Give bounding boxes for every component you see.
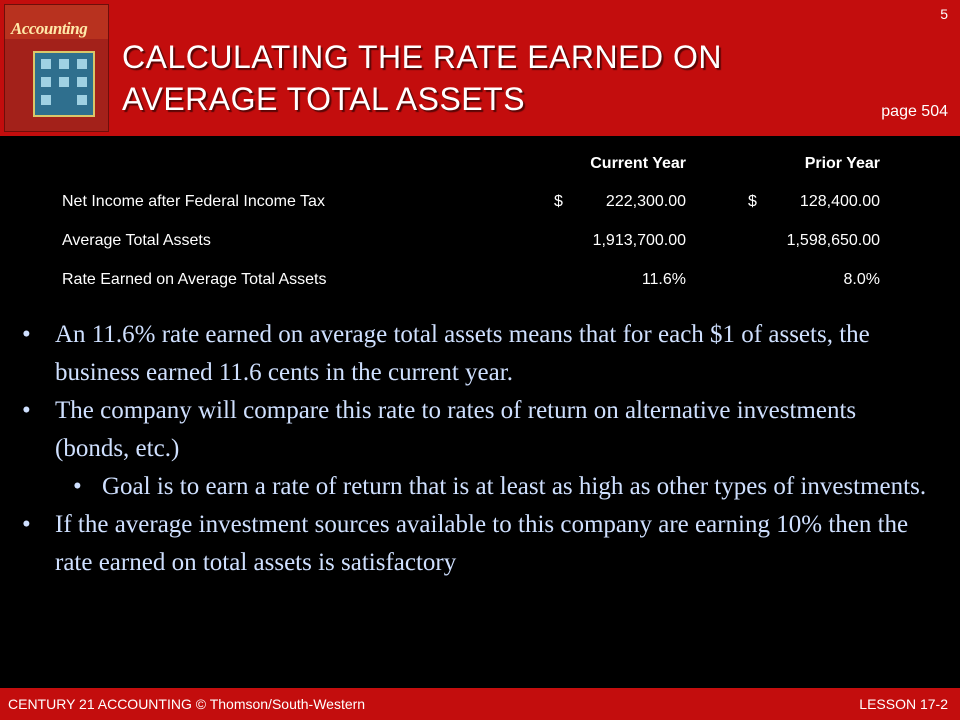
- table-row: [54, 260, 880, 299]
- current-year-value: $ 222,300.00: [554, 192, 686, 210]
- list-item: • An 11.6% rate earned on average total assets means that for each $1 of assets, the business earned 11.6 cents in the current year.: [22, 316, 932, 392]
- prior-year-value: 8.0%: [843, 270, 880, 288]
- lesson-number: LESSON 17-2: [859, 696, 948, 712]
- table-row: [54, 182, 880, 221]
- prior-year-value: 1,598,650.00: [786, 231, 880, 249]
- title-line-2: AVERAGE TOTAL ASSETS: [122, 81, 526, 117]
- header-bar: [0, 0, 960, 136]
- row-label: Net Income after Federal Income Tax: [62, 192, 325, 210]
- column-header-prior-year: Prior Year: [804, 155, 880, 172]
- rate-table: [54, 146, 880, 299]
- prior-year-value: $ 128,400.00: [748, 192, 880, 210]
- page-reference: page 504: [881, 103, 948, 120]
- column-header-current-year: Current Year: [590, 155, 686, 172]
- current-year-value: 11.6%: [641, 270, 686, 288]
- book-brand: Accounting: [11, 19, 88, 38]
- bullet-list: [22, 316, 932, 582]
- footer-bar: [0, 688, 960, 720]
- title-line-1: CALCULATING THE RATE EARNED ON: [122, 39, 722, 75]
- table-row: [54, 221, 880, 260]
- bullet-icon: •: [22, 321, 31, 348]
- bullet-icon: •: [22, 511, 31, 538]
- textbook-cover-image: [4, 4, 109, 132]
- list-item: • If the average investment sources available to this company are earning 10% then the rate earned on total assets is satisfactory: [22, 506, 932, 582]
- list-item: • The company will compare this rate to rates of return on alternative investments (bonds, etc.): [22, 392, 932, 468]
- cover-illustration: [33, 51, 95, 117]
- row-label: Rate Earned on Average Total Assets: [62, 270, 327, 288]
- slide-number: 5: [940, 6, 948, 22]
- row-label: Average Total Assets: [62, 231, 211, 249]
- table-header-row: [54, 146, 880, 182]
- bullet-icon: •: [73, 473, 82, 500]
- bullet-icon: •: [22, 397, 31, 424]
- footer-copyright: CENTURY 21 ACCOUNTING © Thomson/South-Western: [8, 696, 366, 712]
- slide-title: [122, 36, 822, 120]
- current-year-value: 1,913,700.00: [592, 231, 686, 249]
- sub-list-item: • Goal is to earn a rate of return that is at least as high as other types of investments.: [22, 468, 932, 506]
